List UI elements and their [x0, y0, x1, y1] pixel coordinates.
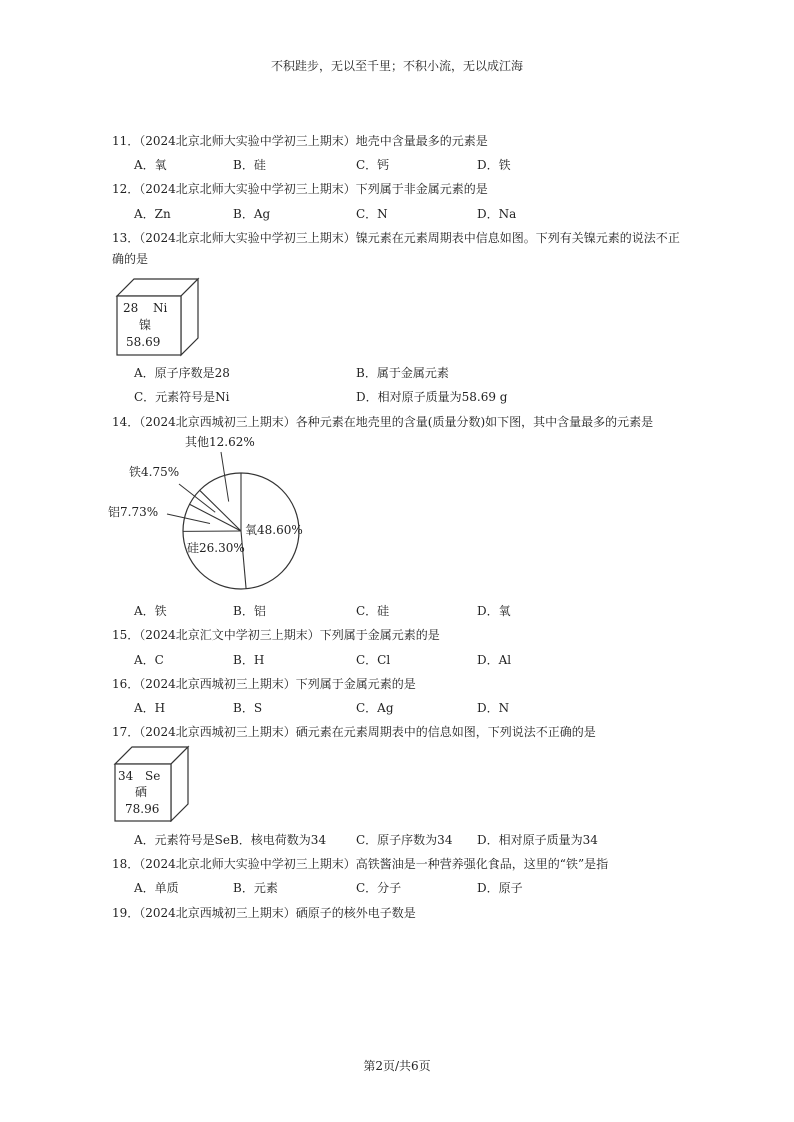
- question-13-stem-line1: 13．（2024北京北师大实验中学初三上期末）镍元素在元素周期表中信息如图。下列有关镍元素的说法不正: [112, 231, 680, 245]
- q13-option-d: D．相对原子质量为58.69 g: [356, 390, 508, 404]
- question-16-stem: 16．（2024北京西城初三上期末）下列属于金属元素的是: [112, 677, 416, 691]
- question-11-stem: 11．（2024北京北师大实验中学初三上期末）地壳中含量最多的元素是: [112, 134, 488, 148]
- q15-option-d: D．Al: [477, 653, 512, 667]
- q14-option-d: D．氧: [477, 604, 511, 618]
- q14-option-b: B．铝: [233, 604, 266, 618]
- q17-option-d: D．相对原子质量为34: [477, 833, 598, 847]
- q18-option-a: A．单质: [134, 881, 179, 895]
- q12-option-c: C．N: [356, 207, 388, 221]
- selenium-atomic-number: 34: [118, 769, 134, 783]
- selenium-atomic-mass: 78.96: [125, 802, 160, 816]
- pie-label-铝: 铝7.73%: [108, 505, 159, 519]
- question-12-stem: 12．（2024北京北师大实验中学初三上期末）下列属于非金属元素的是: [112, 182, 488, 196]
- question-14-stem: 14．（2024北京西城初三上期末）各种元素在地壳里的含量(质量分数)如下图，其中含量最多的元素是: [112, 415, 654, 429]
- q13-option-c: C．元素符号是Ni: [134, 390, 230, 404]
- q17-option-c: C．原子序数为34: [356, 833, 453, 847]
- selenium-name: 硒: [135, 785, 148, 799]
- q16-option-d: D．N: [477, 701, 510, 715]
- selenium-symbol: Se: [145, 769, 161, 783]
- q11-option-a: A．氧: [134, 158, 167, 172]
- q18-option-d: D．原子: [477, 881, 523, 895]
- nickel-name: 镍: [139, 318, 152, 332]
- q16-option-c: C．Ag: [356, 701, 394, 715]
- nickel-element-card: [112, 276, 202, 358]
- q12-option-b: B．Ag: [233, 207, 271, 221]
- q18-option-c: C．分子: [356, 881, 402, 895]
- q16-option-a: A．H: [134, 701, 166, 715]
- q14-option-c: C．硅: [356, 604, 390, 618]
- crust-composition-pie-chart: [105, 430, 325, 595]
- question-19-stem: 19．（2024北京西城初三上期末）硒原子的核外电子数是: [112, 906, 416, 920]
- question-13-stem-line2: 确的是: [112, 252, 149, 266]
- q17-option-ab: A．元素符号是SeB．核电荷数为34: [134, 833, 327, 847]
- q11-option-b: B．硅: [233, 158, 266, 172]
- q15-option-c: C．Cl: [356, 653, 391, 667]
- page-header: 不积跬步，无以至千里；不积小流，无以成江海: [270, 59, 523, 73]
- q14-option-a: A．铁: [134, 604, 167, 618]
- q11-option-c: C．钙: [356, 158, 390, 172]
- q16-option-b: B．S: [233, 701, 263, 715]
- q15-option-a: A．C: [134, 653, 164, 667]
- question-18-stem: 18．（2024北京北师大实验中学初三上期末）高铁酱油是一种营养强化食品，这里的“铁”是指: [112, 857, 609, 871]
- pie-label-铁: 铁4.75%: [129, 465, 180, 479]
- q11-option-d: D．铁: [477, 158, 511, 172]
- selenium-element-card: [112, 744, 192, 822]
- q12-option-a: A．Zn: [134, 207, 171, 221]
- question-15-stem: 15．（2024北京汇文中学初三上期末）下列属于金属元素的是: [112, 628, 440, 642]
- q13-option-b: B．属于金属元素: [356, 366, 449, 380]
- q15-option-b: B．H: [233, 653, 265, 667]
- q18-option-b: B．元素: [233, 881, 278, 895]
- pie-label-氧: 氧48.60%: [245, 523, 303, 537]
- question-17-stem: 17．（2024北京西城初三上期末）硒元素在元素周期表中的信息如图，下列说法不正确的是: [112, 725, 596, 739]
- pie-label-硅: 硅26.30%: [187, 541, 245, 555]
- pie-label-其他: 其他12.62%: [185, 435, 255, 449]
- nickel-atomic-mass: 58.69: [126, 335, 161, 349]
- nickel-symbol: Ni: [153, 301, 168, 315]
- q13-option-a: A．原子序数是28: [134, 366, 230, 380]
- page-footer: 第2页/共6页: [363, 1059, 431, 1073]
- q12-option-d: D．Na: [477, 207, 517, 221]
- nickel-atomic-number: 28: [123, 301, 139, 315]
